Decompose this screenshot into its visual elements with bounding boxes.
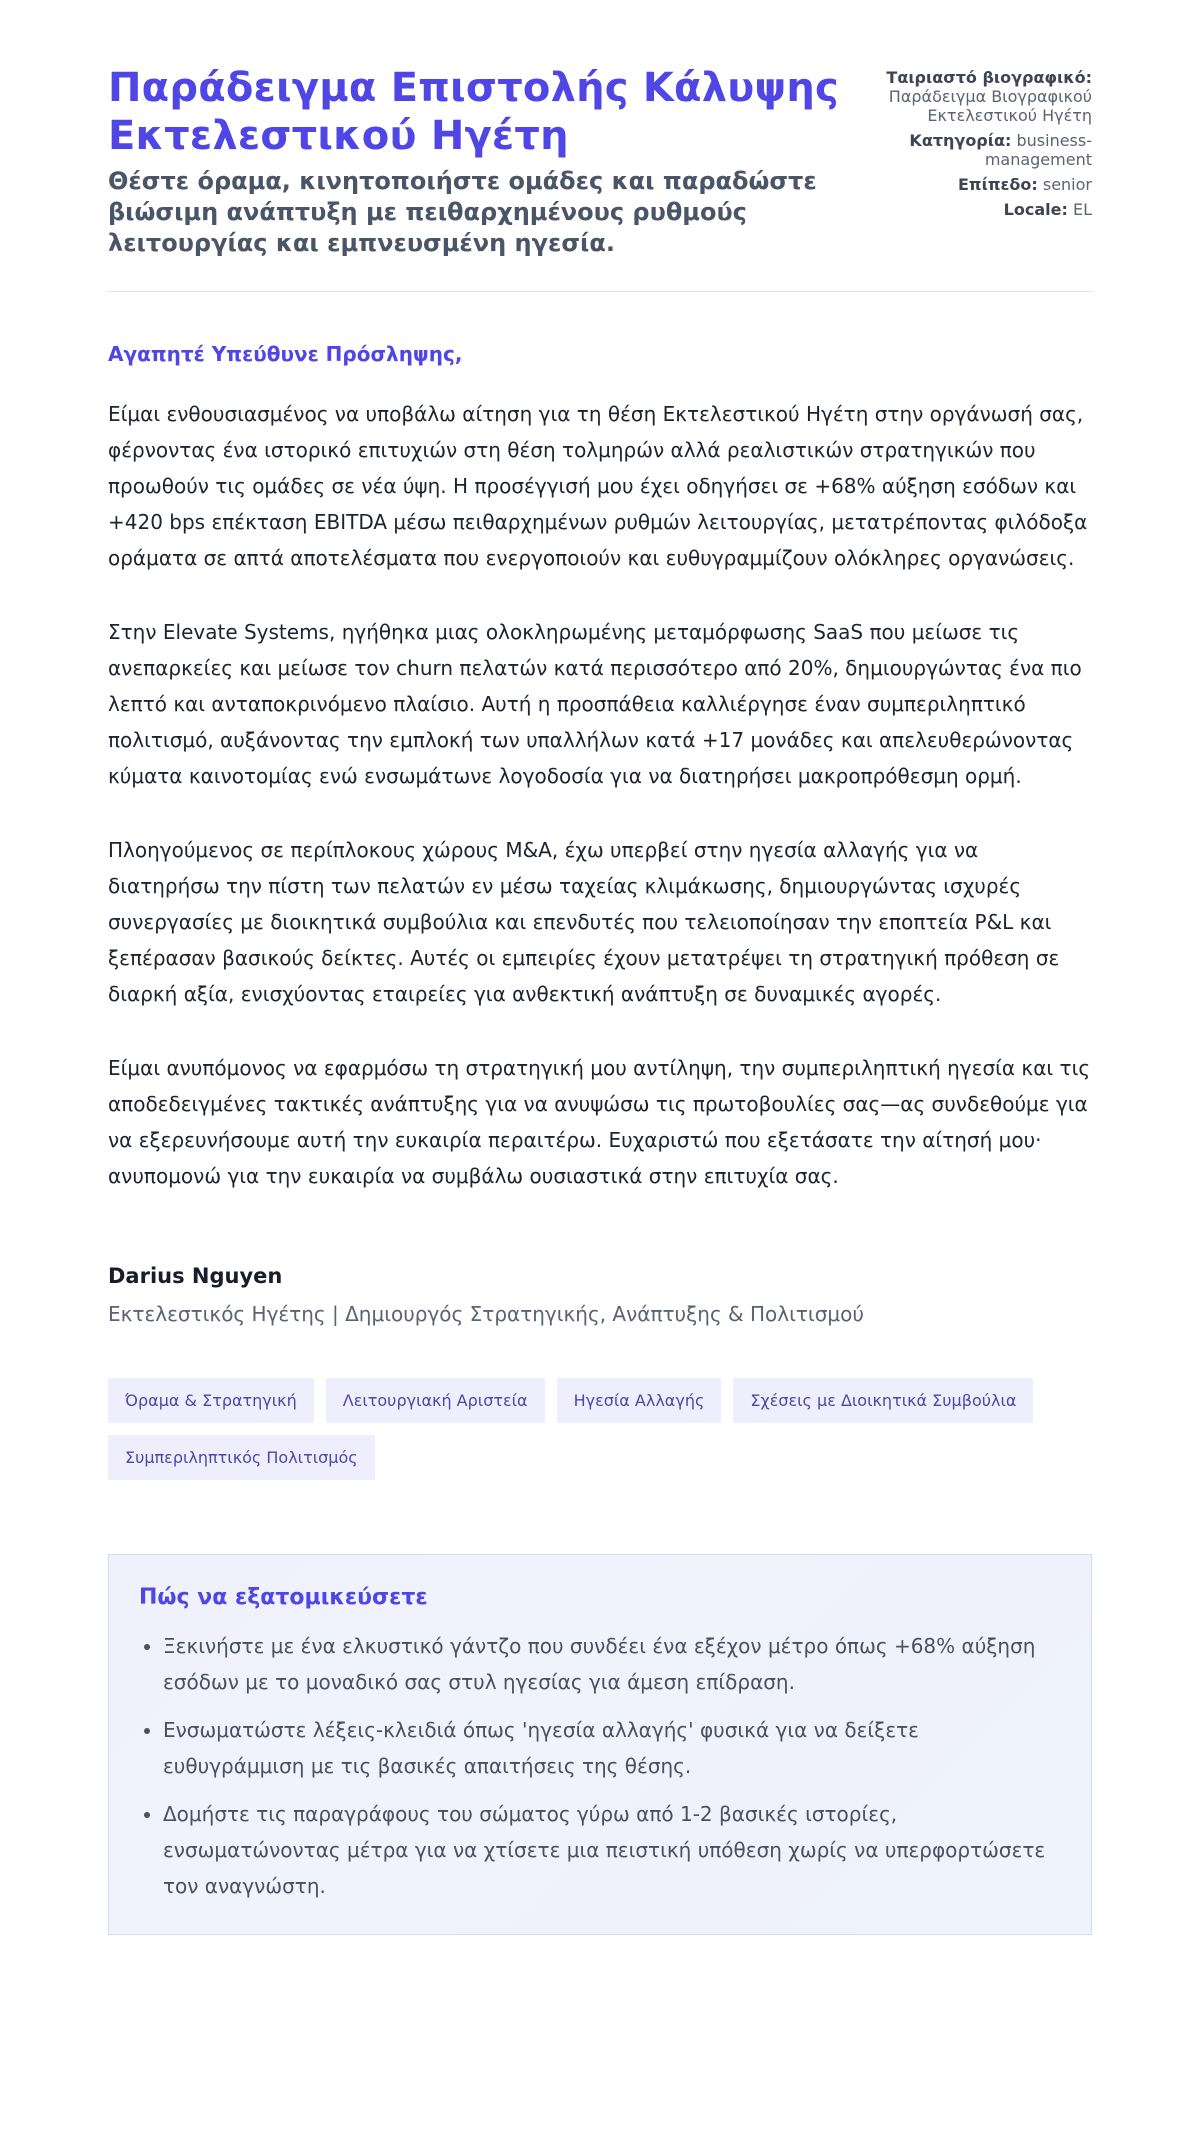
skill-tags bbox=[108, 1378, 1098, 1480]
header-titles bbox=[108, 64, 848, 259]
personalize-tips-box bbox=[108, 1554, 1092, 1935]
page-subtitle: Θέστε όραμα, κινητοποιήστε ομάδες και παραδώστε βιώσιμη ανάπτυξη με πειθαρχημένους ρυθμούς λειτουργίας και εμπνευσμένη ηγεσία. bbox=[108, 167, 817, 257]
letter-paragraph: Είμαι ανυπόμονος να εφαρμόσω τη στρατηγική μου αντίληψη, την συμπεριληπτική ηγεσία και τις αποδεδειγμένες τακτικές ανάπτυξης για να ανυψώσω τις πρωτοβουλίες σας—ας συνδεθούμε για να εξερευνήσουμε αυτή την ευκαιρία περαιτέρω. Ευχαριστώ που εξετάσατε την αίτησή μου· ανυπομονώ για την ευκαιρία να συμβάλω ουσιαστικά στην επιτυχία σας. bbox=[108, 1056, 1091, 1188]
signature-name: Darius Nguyen bbox=[108, 1264, 283, 1288]
meta-category-label: Κατηγορία: bbox=[909, 131, 1012, 150]
meta-level-value: senior bbox=[1042, 175, 1092, 194]
tip-item: • Ενσωματώστε λέξεις-κλειδιά όπως 'ηγεσία αλλαγής' φυσικά για να δείξετε ευθυγράμμιση με τις βασικές απαιτήσεις της θέσης. bbox=[163, 1712, 1061, 1784]
meta-category-value: business-management bbox=[984, 131, 1092, 169]
tips-title: Πώς να εξατομικεύσετε bbox=[139, 1585, 428, 1610]
salutation: Αγαπητέ Υπεύθυνε Πρόσληψης, bbox=[108, 342, 463, 366]
skill-tag: Λειτουργιακή Αριστεία bbox=[326, 1378, 545, 1423]
skill-tag: Όραμα & Στρατηγική bbox=[108, 1378, 314, 1423]
tips-list bbox=[139, 1628, 1061, 1904]
page-header bbox=[108, 64, 1092, 292]
meta-locale-label: Locale: bbox=[1003, 200, 1068, 219]
meta-panel bbox=[852, 64, 1092, 225]
meta-level bbox=[852, 175, 1092, 194]
letter-paragraph: Πλοηγούμενος σε περίπλοκους χώρους M&A, έχω υπερβεί στην ηγεσία αλλαγής για να διατηρήσω την πίστη των πελατών εν μέσω ταχείας κλιμάκωσης, δημιουργώντας ισχυρές συνεργασίες με διοικητικά συμβούλια και επενδυτές που τελειοποίησαν την εποπτεία P&L και ξεπέρασαν βασικούς δείκτες. Αυτές οι εμπειρίες έχουν μετατρέψει τη στρατηγική πρόθεση σε διαρκή αξία, ενισχύοντας εταιρείες για ανθεκτική ανάπτυξη σε δυναμικές αγορές. bbox=[108, 838, 1060, 1006]
meta-locale-value: EL bbox=[1072, 200, 1092, 219]
page-title: Παράδειγμα Επιστολής Κάλυψης Εκτελεστικού Ηγέτη bbox=[108, 65, 839, 159]
meta-locale bbox=[852, 200, 1092, 219]
meta-resume-value: Παράδειγμα Βιογραφικού Εκτελεστικού Ηγέτη bbox=[888, 87, 1092, 125]
tip-item: • Δομήστε τις παραγράφους του σώματος γύρω από 1-2 βασικές ιστορίες, ενσωματώνοντας μέτρα για να χτίσετε μια πειστική υπόθεση χωρίς να υπερφορτώσετε τον αναγνώστη. bbox=[163, 1796, 1061, 1904]
letter-paragraph: Στην Elevate Systems, ηγήθηκα μιας ολοκληρωμένης μεταμόρφωσης SaaS που μείωσε τις ανεπαρκείες και μείωσε τον churn πελατών κατά περισσότερο από 20%, δημιουργώντας ένα πιο λεπτό και ανταποκρινόμενο πλαίσιο. Αυτή η προσπάθεια καλλιέργησε έναν συμπεριληπτικό πολιτισμό, αυξάνοντας την εμπλοκή των υπαλλήλων κατά +17 μονάδες και απελευθερώνοντας κύματα καινοτομίας ενώ ενσωμάτωνε λογοδοσία για να διατηρήσει μακροπρόθεσμη ορμή. bbox=[108, 620, 1082, 788]
meta-resume-label: Ταιριαστό βιογραφικό: bbox=[886, 68, 1092, 87]
letter-paragraph: Είμαι ενθουσιασμένος να υποβάλω αίτηση για τη θέση Εκτελεστικού Ηγέτη στην οργάνωσή σας, φέρνοντας ένα ιστορικό επιτυχιών στη θέση τολμηρών αλλά ρεαλιστικών στρατηγικών που προωθούν τις ομάδες σε νέα ύψη. Η προσέγγισή μου έχει οδηγήσει σε +68% αύξηση εσόδων και +420 bps επέκταση EBITDA μέσω πειθαρχημένων ρυθμών λειτουργίας, μετατρέποντας φιλόδοξα οράματα σε απτά αποτελέσματα που ενεργοποιούν και ευθυγραμμίζουν ολόκληρες οργανώσεις. bbox=[108, 402, 1088, 570]
skill-tag: Ηγεσία Αλλαγής bbox=[557, 1378, 722, 1423]
meta-category bbox=[852, 131, 1092, 169]
meta-resume bbox=[852, 68, 1092, 125]
letter-body bbox=[108, 396, 1092, 1194]
meta-level-label: Επίπεδο: bbox=[958, 175, 1038, 194]
skill-tag: Συμπεριληπτικός Πολιτισμός bbox=[108, 1435, 375, 1480]
signature-title: Εκτελεστικός Ηγέτης | Δημιουργός Στρατηγικής, Ανάπτυξης & Πολιτισμού bbox=[108, 1302, 864, 1326]
signature-block bbox=[108, 1264, 1092, 1326]
tip-item: • Ξεκινήστε με ένα ελκυστικό γάντζο που συνδέει ένα εξέχον μέτρο όπως +68% αύξηση εσόδων με το μοναδικό σας στυλ ηγεσίας για άμεση επίδραση. bbox=[163, 1628, 1061, 1700]
skill-tag: Σχέσεις με Διοικητικά Συμβούλια bbox=[733, 1378, 1033, 1423]
